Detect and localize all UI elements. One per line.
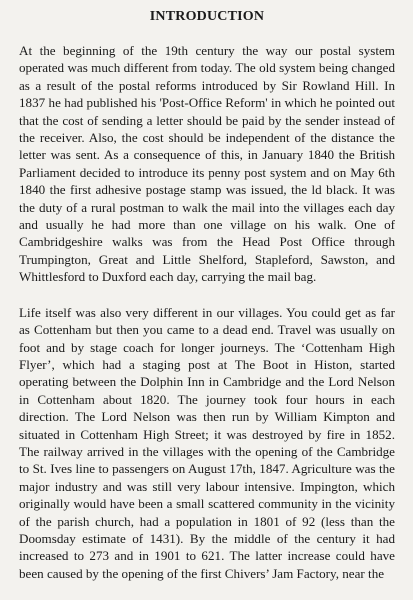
paragraph-postal-history: At the beginning of the 19th century the way our postal system operated was much different from today. The old system being changed as a result of the postal reforms introduced by Sir Rowland Hill. In 1837 he had published his 'Post-Office Reform' in which he pointed out that the cost of sending a letter should be paid by the sender instead of the receiver. Also, the cost should be independent of the distance the letter was sent. As a consequence of this, in January 1840 the British Parliament decided to introduce its penny post system and on May 6th 1840 the first adhesive postage stamp was issued, the ld black. It was the duty of a rural postman to walk the mail into the villages each day and usually he had more than one village on his walk. One of Cambridgeshire walks was from the Head Post Office through Trumpington, Great and Little Shelford, Stapleford, Sawston, and Whittlesford to Duxford each day, carrying the mail bag. [19,43,395,285]
page-title: INTRODUCTION [149,9,265,24]
paragraph-village-life: Life itself was also very different in our villages. You could get as far as Cottenham but then you came to a dead end. Travel was usually on foot and by stage coach for longer journeys. The ‘Cottenham High Flyer’, which had a staging post at The Boot in Histon, started operating between the Dolphin Inn in Cambridge and the Lord Nelson in Cottenham about 1820. The journey took four hours in each direction. The Lord Nelson was then run by William Kimpton and situated in Cottenham High Street; it was destroyed by fire in 1852. The railway arrived in the villages with the opening of the Cambridge to St. Ives line to passengers on August 17th, 1847. Agriculture was the major industry and was still very labour intensive. Impington, which originally would have been a small scattered community in the vicinity of the parish church, had a population in 1801 of 92 (less than the Doomsday estimate of 1431). By the middle of the century it had increased to 273 and in 1901 to 621. The latter increase could have been caused by the opening of the first Chivers’ Jam Factory, near the [19,304,395,581]
